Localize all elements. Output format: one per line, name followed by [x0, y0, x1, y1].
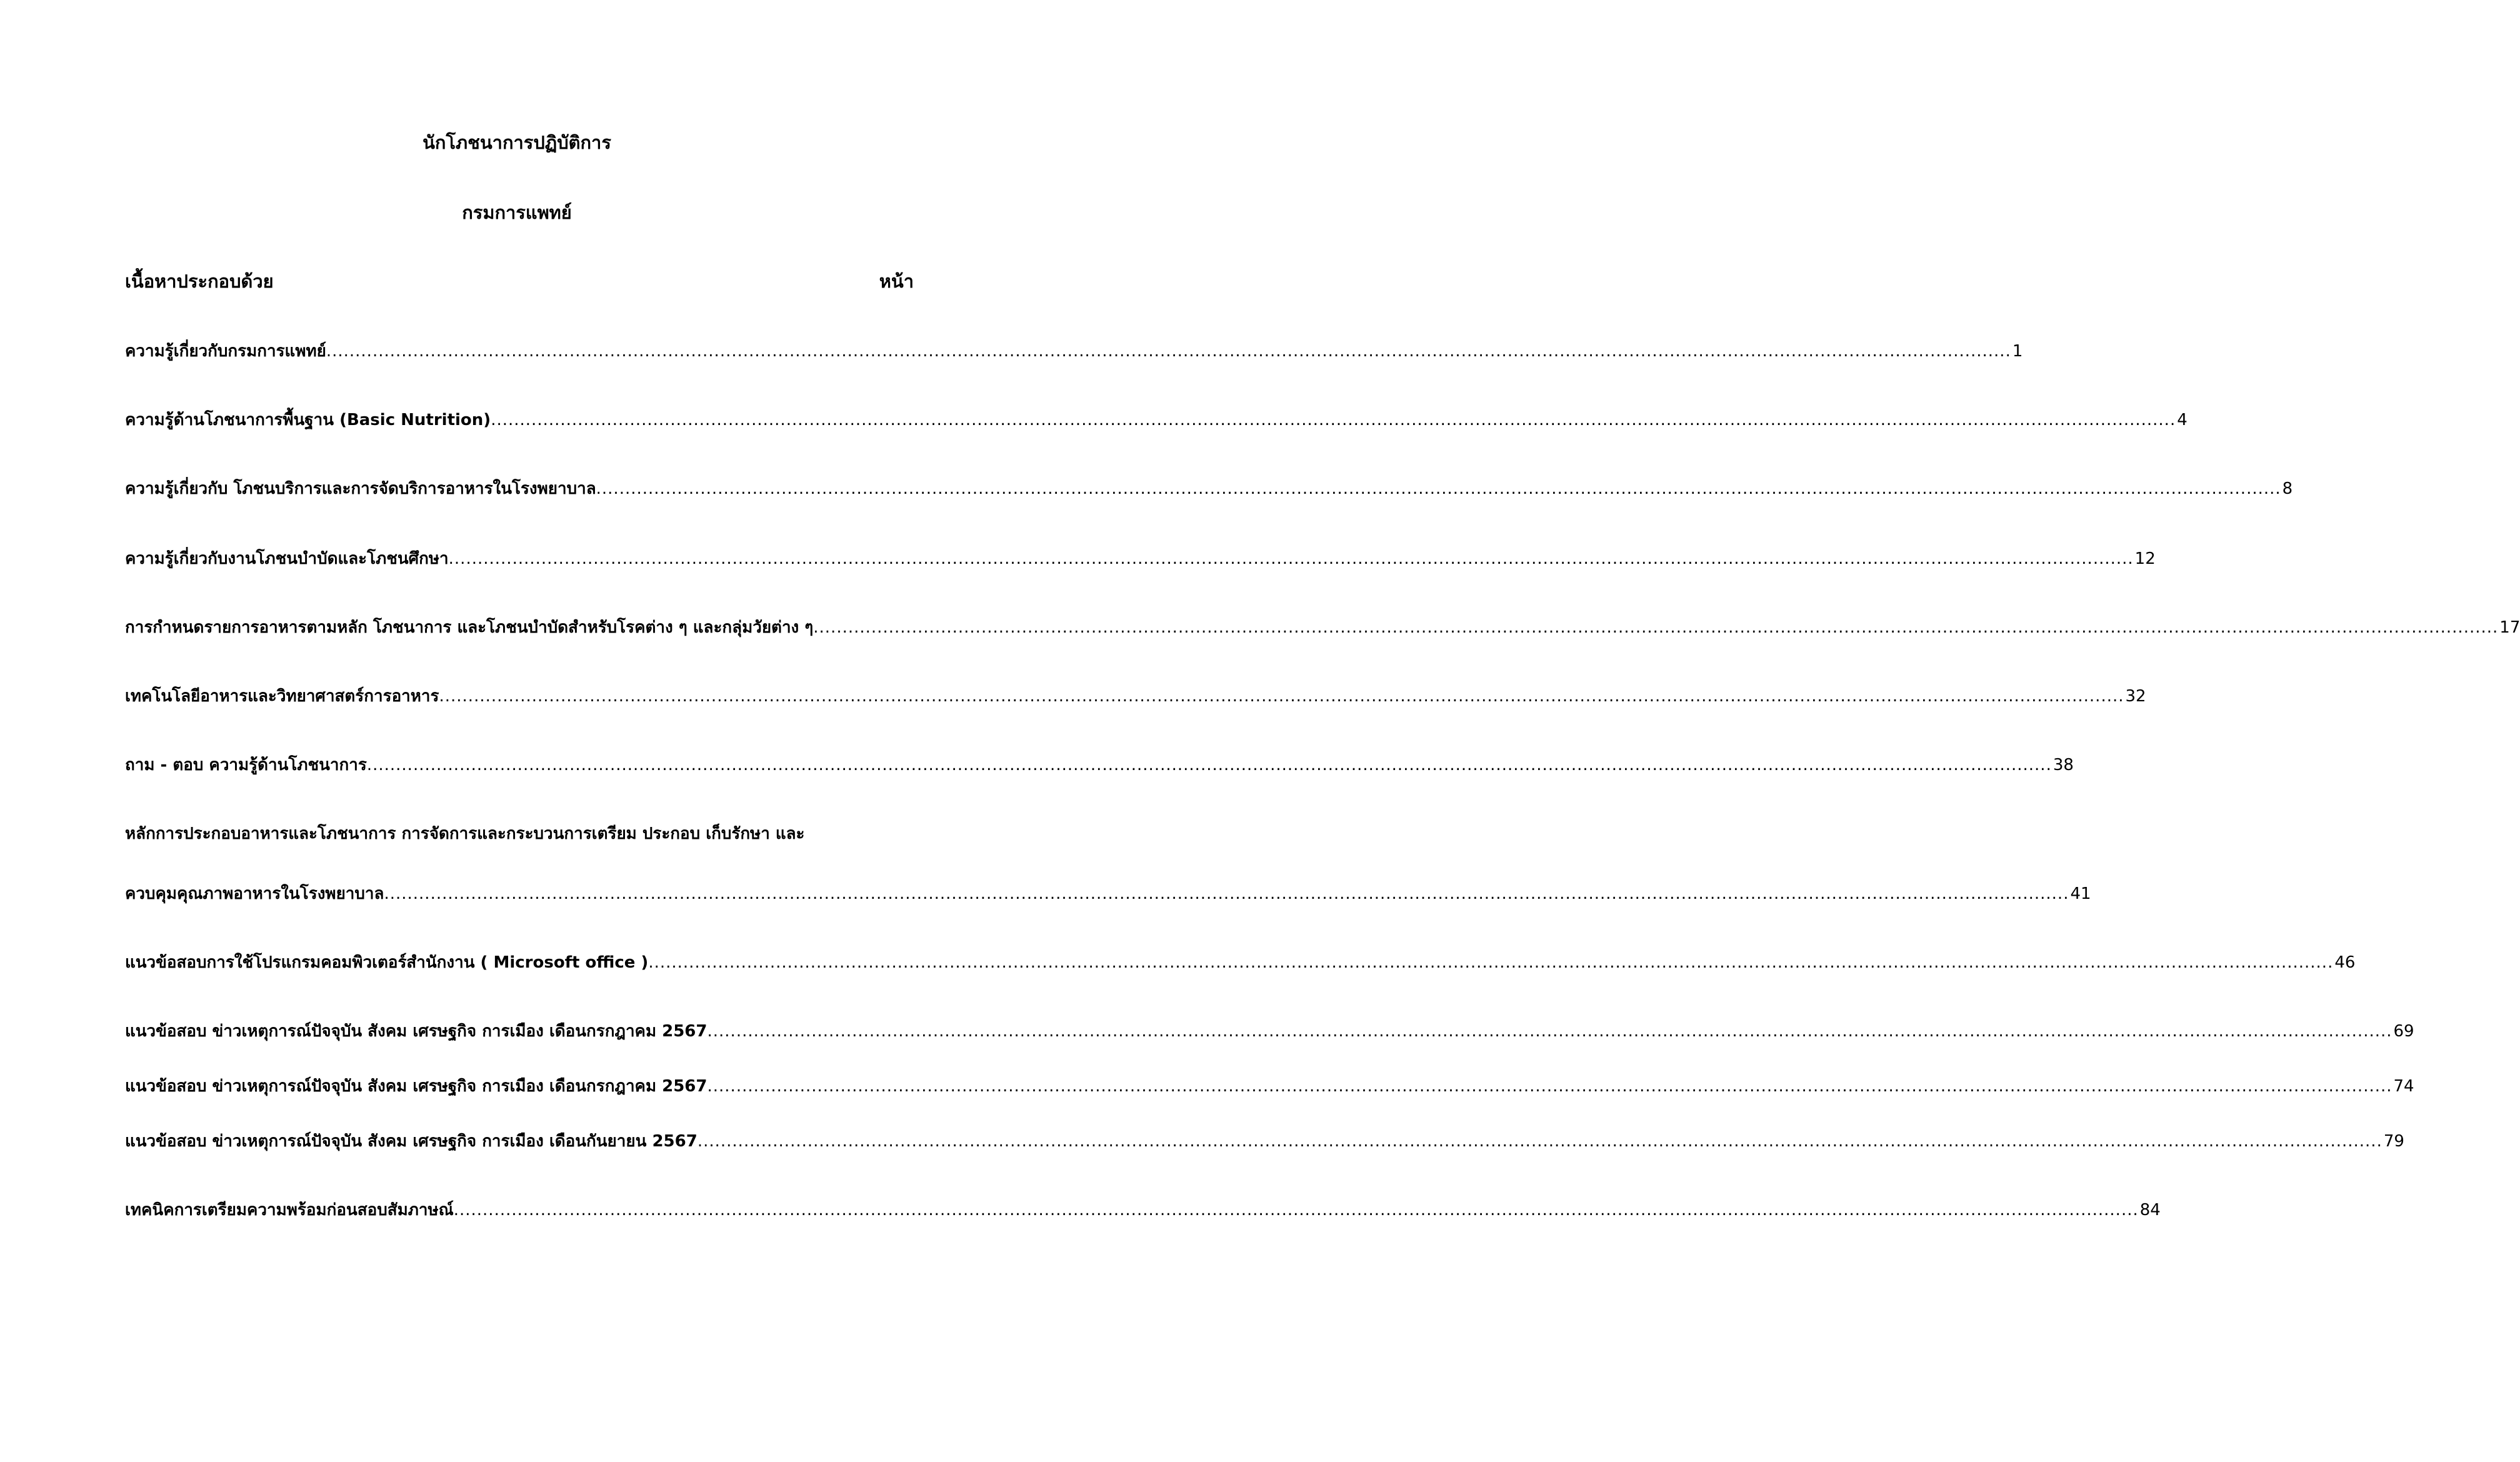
toc-entry-label: ความรู้เกี่ยวกับ โภชนบริการและการจัดบริการอาหารในโรงพยาบาล	[125, 479, 596, 498]
toc-entry-page: 32	[2125, 687, 2146, 706]
toc-entry-label: แนวข้อสอบ ข่าวเหตุการณ์ปัจจุบัน สังคม เศรษฐกิจ การเมือง เดือนกรกฎาคม 2567	[125, 1077, 708, 1096]
toc-entry	[125, 546, 2156, 571]
dot-leader	[449, 546, 2134, 571]
toc-entry	[125, 881, 2091, 906]
toc-entry-page: 17	[2499, 618, 2520, 637]
toc-entry	[125, 1129, 2404, 1154]
dot-leader	[708, 1019, 2392, 1044]
toc-entry	[125, 476, 2293, 501]
dot-leader	[596, 476, 2281, 501]
dot-leader	[698, 1129, 2382, 1154]
toc-header	[125, 269, 914, 294]
toc-entry-label: ควบคุมคุณภาพอาหารในโรงพยาบาล	[125, 884, 384, 903]
dot-leader	[367, 753, 2052, 778]
toc-entry-page: 79	[2383, 1132, 2404, 1151]
toc-entry	[125, 408, 2188, 433]
document-title: นักโภชนาการปฏิบัติการ	[422, 132, 611, 153]
toc-entry	[125, 1198, 2161, 1223]
dot-leader	[454, 1198, 2139, 1223]
toc-header-page: หน้า	[879, 271, 914, 292]
toc-entry	[125, 1074, 2414, 1099]
dot-leader	[648, 950, 2333, 975]
toc-entry-page: 84	[2139, 1201, 2161, 1219]
toc-entry-page: 12	[2134, 549, 2156, 568]
dot-leader	[384, 881, 2069, 906]
toc-entry-label: ความรู้เกี่ยวกับกรมการแพทย์	[125, 342, 326, 361]
dot-leader	[813, 615, 2498, 640]
toc-entry-label: ความรู้เกี่ยวกับงานโภชนบำบัดและโภชนศึกษา	[125, 549, 449, 568]
document-subtitle: กรมการแพทย์	[462, 202, 572, 223]
dot-leader	[491, 408, 2176, 433]
toc-entry-label: เทคโนโลยีอาหารและวิทยาศาสตร์การอาหาร	[125, 687, 439, 706]
toc-entry	[125, 950, 2356, 975]
toc-entry-page: 8	[2282, 479, 2293, 498]
toc-header-contents: เนื้อหาประกอบด้วย	[125, 271, 274, 292]
toc-entry-page: 4	[2177, 411, 2188, 429]
dot-leader	[708, 1074, 2392, 1099]
toc-entry-page: 1	[2012, 342, 2023, 361]
toc-entry-label: ความรู้ด้านโภชนาการพื้นฐาน (Basic Nutrition)	[125, 411, 491, 429]
dot-leader	[326, 339, 2011, 364]
toc-entry-label: การกำหนดรายการอาหารตามหลัก โภชนาการ และโภชนบำบัดสำหรับโรคต่าง ๆ และกลุ่มวัยต่าง ๆ	[125, 618, 814, 637]
toc-entry	[125, 615, 2520, 640]
toc-entry-label: แนวข้อสอบ ข่าวเหตุการณ์ปัจจุบัน สังคม เศรษฐกิจ การเมือง เดือนกรกฎาคม 2567	[125, 1022, 708, 1041]
toc-entry-label: แนวข้อสอบ ข่าวเหตุการณ์ปัจจุบัน สังคม เศรษฐกิจ การเมือง เดือนกันยายน 2567	[125, 1132, 698, 1151]
toc-entry-page: 46	[2334, 953, 2356, 972]
toc-entry-page: 38	[2052, 756, 2074, 774]
toc-entry	[125, 339, 2023, 364]
toc-entry	[125, 1019, 2414, 1044]
dot-leader	[439, 684, 2124, 709]
toc-entry-label: แนวข้อสอบการใช้โปรแกรมคอมพิวเตอร์สำนักงาน ( Microsoft office )	[125, 953, 649, 972]
toc-entry	[125, 753, 2074, 778]
toc-entry-page: 74	[2393, 1077, 2414, 1096]
toc-entry-label: ถาม - ตอบ ความรู้ด้านโภชนาการ	[125, 756, 367, 774]
toc-entry-label: เทคนิคการเตรียมความพร้อมก่อนสอบสัมภาษณ์	[125, 1201, 454, 1219]
toc-entry-page: 69	[2393, 1022, 2414, 1041]
toc-entry-page: 41	[2070, 884, 2091, 903]
toc-entry-label-line1: หลักการประกอบอาหารและโภชนาการ การจัดการและกระบวนการเตรียม ประกอบ เก็บรักษา และ	[125, 824, 805, 843]
toc-entry	[125, 684, 2146, 709]
